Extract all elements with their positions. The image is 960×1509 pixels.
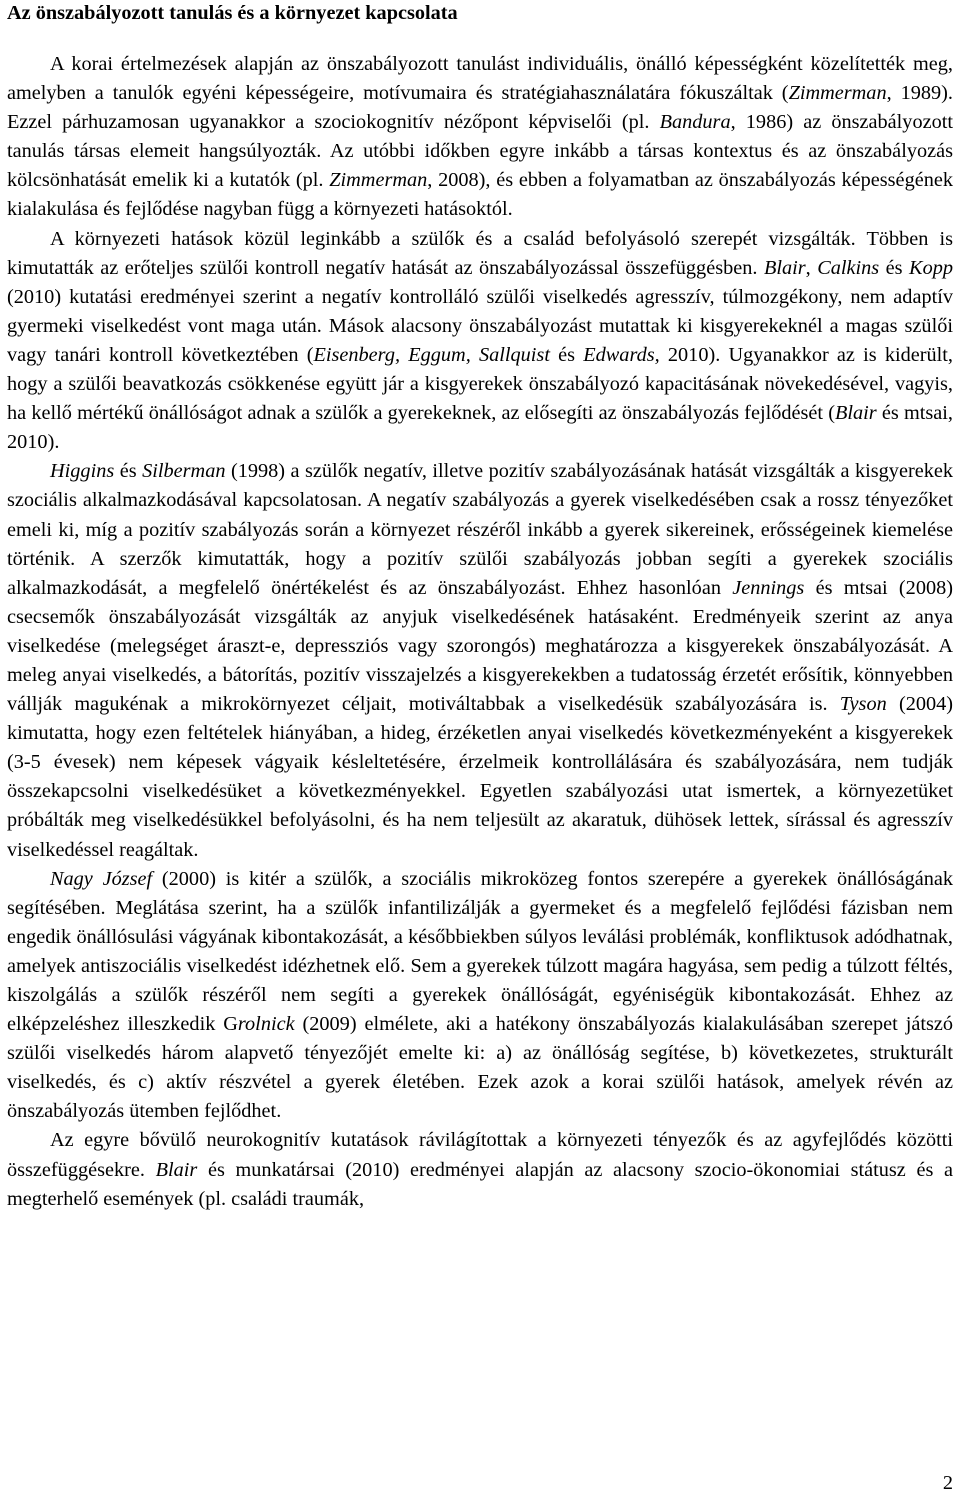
cited-author: Edwards, <box>583 343 660 366</box>
text-run: (2009) elmélete, aki a hatékony önszabályozás kialakulásában szerepet játszó szülői viselkedés három alapvető tényezőjét emelte ki: a) az önállóság segítése, b) következetes, strukturált viselkedés, és c) aktív részvétel a gyerek életében. Ezek azok a korai szülői hatások, amelyek révén az önszabályozás ütemben fejlődhet. <box>7 1013 953 1123</box>
text-run: és <box>879 256 910 279</box>
text-run: , 2008), és ebben a folyamatban az önszabályozás képességének kialakulása és fejlődése nagyban függ a környezeti hatásoktól. <box>7 169 953 221</box>
text-run: (2000) is kitér a szülők, a szociális mikroközeg fontos szerepére a gyerekek önállóságának segítésében. Meglátása szerint, ha a szülők infantilizálják a gyermeket és a megfelelő fejlődési fázisban nem engedik önállósulási vágyának kibontakozását, a későbbiekben súlyos leválási problémák, konfliktusok adódhatnak, amelyek antiszociális viselkedést idézhetnek elő. Sem a gyerekek túlzott magára hagyása, sem pedig a túlzott féltés, kiszolgálás a szülők részéről nem segíti a gyerekek önállóságát, egyéniségük kibontakozását. Ehhez az elképzeléshez illeszkedik G <box>7 867 954 1036</box>
cited-author: Nagy József <box>50 867 153 890</box>
text-run: és <box>549 343 584 366</box>
cited-author: rolnick <box>237 1013 295 1036</box>
paragraph-2 <box>7 225 953 458</box>
text-run: és mtsai (2008) csecsemők önszabályozását vizsgálták az anyjuk viselkedésének hatásaként. Eredményeik szerint az anya viselkedése (melegséget áraszt-e, depressziós vagy szorongós) meghatározza a kisgyerekek önszabályozását. A meleg anyai viselkedés, a bátorítás, pozitív visszajelzés a kisgyerekekben a tudatosság érzetét erősítik, könnyebben vállják magukénak a mikrokörnyezet céljait, motiváltabbak a viselkedésük szabályozására is. <box>7 576 953 716</box>
cited-author: Zimmerman <box>329 169 428 192</box>
text-run: (2004) kimutatta, hogy ezen feltételek hiányában, a hideg, érzéketlen anyai viselkedés következményeként a kisgyerekek (3-5 évesek) nem képesek vágyaik késleltetésére, érzelmeik kontrollálására és szabályozására, nem tudják összekapcsolni viselkedésüket a következményekkel. Egyetlen szabályozási utat ismertek, a környezetüket próbálták meg viselkedésükkel befolyásolni, és ha nem teljesült az akaratuk, dühösek lettek, sírással és agresszív viselkedéssel reagáltak. <box>7 693 954 861</box>
paragraph-4 <box>7 865 953 1127</box>
cited-author: Blair <box>155 1158 198 1181</box>
text-run: (1998) a szülők negatív, illetve pozitív szabályozásának hatását vizsgálták a kisgyerekek szociális alkalmazkodásával kapcsolatosan. A negatív szabályozás a gyerek viselkedésében csak a rossz tényezőket emeli ki, míg a pozitív szabályozás során a környezet részéről inkább a gyerek sikereinek, erősségeinek kiemelése történik. A szerzők kimutatták, hogy a pozitív szülői szabályozás jobban segíti a gyerekek szociális alkalmazkodását, a megfelelő önértékelést és az önszabályozást. Ehhez hasonlóan <box>7 460 953 599</box>
cited-author: Higgins <box>50 460 115 483</box>
section-heading: Az önszabályozott tanulás és a környezet kapcsolata <box>7 2 458 24</box>
text-run: Az egyre bővülő neurokognitív kutatások rávilágítottak a környezeti tényezők és az agyfejlődés közötti összefüggésekre. <box>7 1129 953 1181</box>
cited-author: Blair <box>834 402 877 425</box>
body-text <box>7 50 953 1214</box>
cited-author: Blair <box>763 256 806 279</box>
text-run: A korai értelmezések alapján az önszabályozott tanulást individuális, önálló képességként közelítették meg, amelyben a tanulók egyéni képességeire, motívumaira és stratégiahasználatára fókuszáltak ( <box>7 53 953 105</box>
page-number: 2 <box>942 1472 953 1494</box>
cited-author: Kopp <box>909 256 953 279</box>
text-run: , 1986) az önszabályozott tanulás társas elemeit hangsúlyozták. Az utóbbi időkben egyre inkább a társas kontextus és az önszabályozás kölcsönhatását emelik ki a kutatók (pl. <box>7 111 953 192</box>
text-run: A környezeti hatások közül leginkább a szülők és a család befolyásoló szerepét vizsgálták. Többen is kimutatták az erőteljes szülői kontroll negatív hatását az önszabályozással összefüggésben. <box>7 227 953 279</box>
cited-author: Calkins <box>817 256 880 279</box>
heading-spacer <box>7 27 953 50</box>
paragraph-1 <box>7 50 953 225</box>
text-run: és <box>114 460 143 483</box>
text-run: , <box>805 256 818 279</box>
text-run: és munkatársai (2010) eredményei alapján az alacsony szocio-ökonomiai státusz és a megterhelő események (pl. családi traumák, <box>7 1158 953 1210</box>
paragraph-5 <box>7 1126 953 1213</box>
text-run: , 1989). Ezzel párhuzamosan ugyanakkor a szociokognitív nézőpont képviselői (pl. <box>7 82 953 134</box>
cited-author: Bandura <box>659 111 731 134</box>
paragraph-3 <box>7 457 953 864</box>
cited-author: Zimmerman <box>788 82 887 105</box>
cited-author: Silberman <box>142 460 226 483</box>
text-run: és mtsai, 2010). <box>7 402 953 454</box>
cited-author: Tyson <box>839 693 887 716</box>
cited-author: Jennings <box>732 576 805 599</box>
text-run: (2010) kutatási eredményei szerint a negatív kontrolláló szülői viselkedés agresszív, túlmozgékony, nem adaptív gyermeki viselkedést vont maga után. Mások alacsony önszabályozást mutattak ki kisgyerekeknél a magas szülői vagy tanári kontroll következtében ( <box>7 285 953 366</box>
cited-author: Eisenberg, Eggum, Sallquist <box>313 343 550 366</box>
text-run: 2010). Ugyanakkor az is kiderült, hogy a szülői beavatkozás csökkenése együtt jár a kisgyerekek önszabályozó kapacitásának növekedésével, vagyis, ha kellő mértékű önállóságot adnak a szülők a gyerekeknek, az elősegíti az önszabályozás fejlődését ( <box>7 343 953 425</box>
